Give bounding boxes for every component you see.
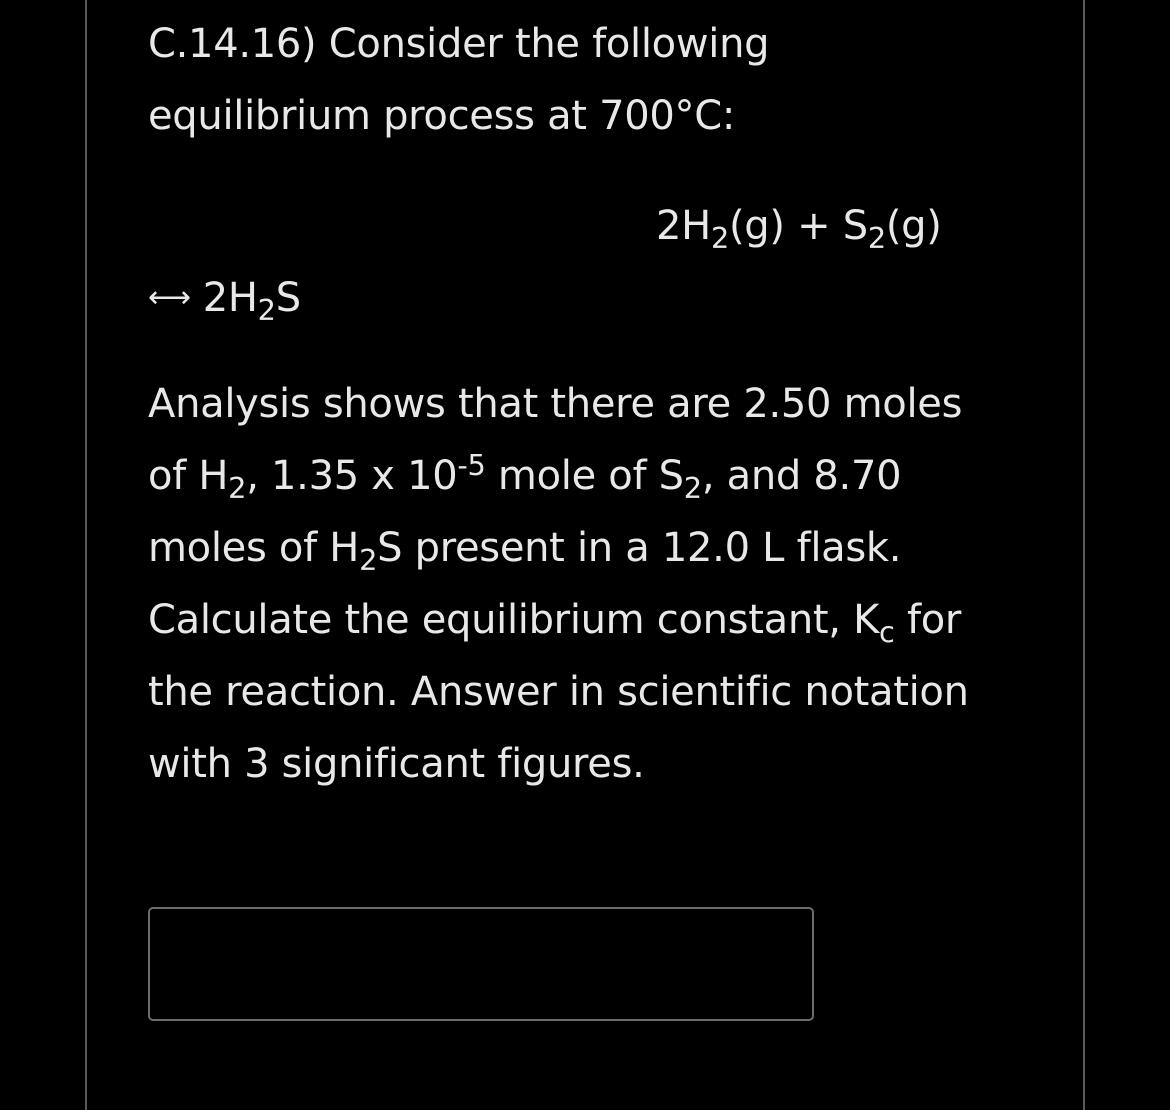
question-body-line-4: Calculate the equilibrium constant, $K_c$ for <box>148 597 962 650</box>
question-body-line-1: Analysis shows that there are 2.50 moles <box>148 381 963 427</box>
question-body-line-6: with 3 significant figures. <box>148 741 645 787</box>
left-divider <box>85 0 87 1110</box>
question-body-line-5: the reaction. Answer in scientific notation <box>148 669 969 715</box>
question-heading: C.14.16) Consider the following <box>148 21 770 67</box>
question-body-line-2: of $H_2$, 1.35 x $10^{-5}$ mole of $S_2$, and 8.70 <box>148 447 902 506</box>
question-intro: equilibrium process at 700°C: <box>148 93 736 139</box>
question-body-line-3: moles of $H_2S$ present in a 12.0 L flask. <box>148 525 902 578</box>
equilibrium-arrow-icon: ⟷ <box>148 280 191 315</box>
answer-input[interactable] <box>148 907 814 1021</box>
right-divider <box>1083 0 1085 1110</box>
equation-reactants: $2H_2(g) + S_2(g)$ <box>656 203 942 256</box>
equation-product: ⟷ $2H_2S$ <box>148 275 301 328</box>
